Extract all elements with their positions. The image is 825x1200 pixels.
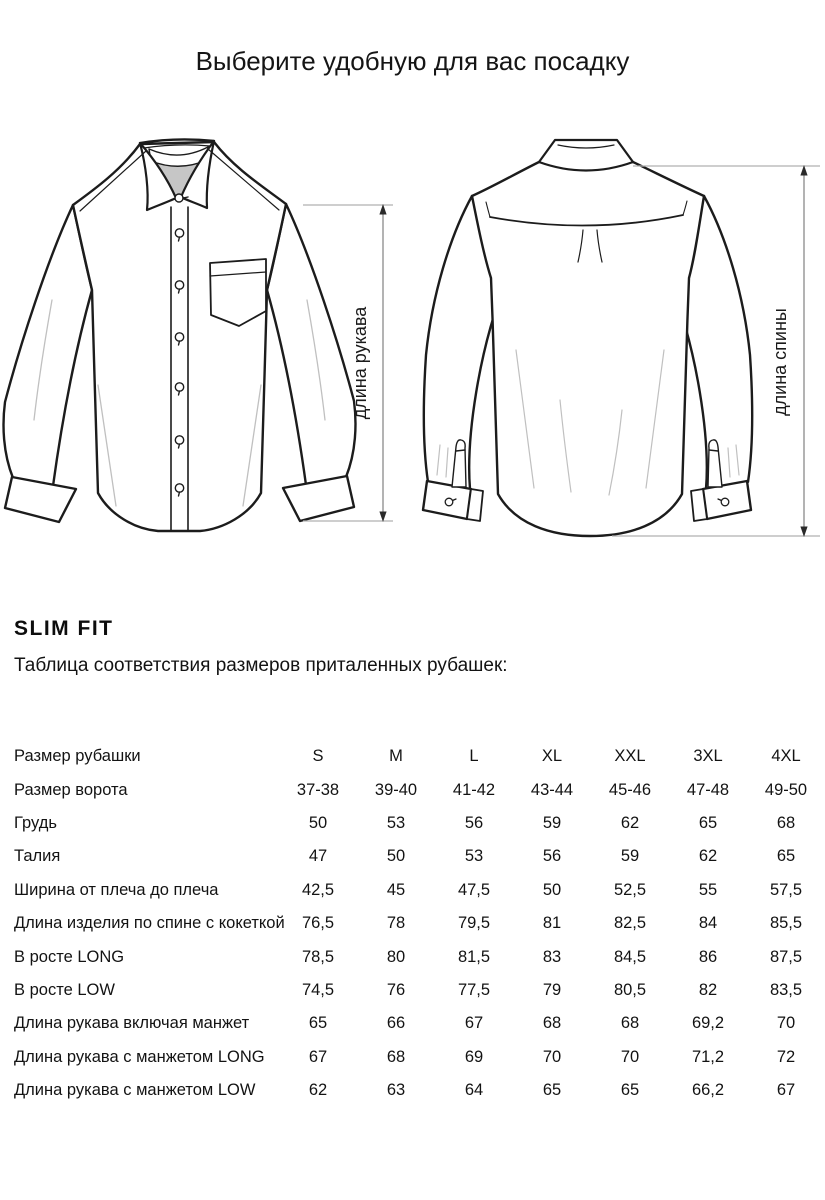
table-value: 59: [620, 847, 640, 866]
fit-section-heading: SLIM FIT: [14, 617, 114, 640]
table-row: [0, 1041, 825, 1074]
table-value: 57,5: [769, 880, 803, 899]
table-value: 53: [386, 813, 406, 832]
table-value: 65: [620, 1081, 640, 1100]
table-value: S: [312, 747, 324, 766]
table-value: 65: [698, 813, 718, 832]
table-value: 42,5: [301, 880, 335, 899]
table-value: 69,2: [691, 1014, 725, 1033]
table-value: 67: [776, 1081, 796, 1100]
front-right-cuff: [283, 476, 354, 521]
front-left-cuff: [5, 477, 76, 522]
table-value: 87,5: [769, 947, 803, 966]
row-label: Грудь: [14, 813, 57, 832]
table-row: [0, 907, 825, 940]
table-value: XXL: [614, 747, 646, 766]
table-value: 39-40: [374, 780, 418, 799]
row-label: Размер рубашки: [14, 747, 141, 766]
row-label: Длина изделия по спине с кокеткой: [14, 914, 285, 933]
table-value: 79,5: [457, 914, 491, 933]
page-title: Выберите удобную для вас посадку: [195, 46, 630, 76]
table-value: 84: [698, 914, 718, 933]
table-value: 68: [542, 1014, 562, 1033]
row-label: В росте LOW: [14, 980, 115, 999]
table-value: 76,5: [301, 914, 335, 933]
table-value: 78: [386, 914, 406, 933]
table-value: L: [469, 747, 479, 766]
row-label: Ширина от плеча до плеча: [14, 880, 219, 899]
table-value: 3XL: [693, 747, 723, 766]
table-value: XL: [541, 747, 563, 766]
table-value: 69: [464, 1047, 484, 1066]
table-value: 55: [698, 880, 718, 899]
front-left-sleeve: [4, 205, 92, 486]
table-value: 56: [542, 847, 562, 866]
table-value: 83: [542, 947, 562, 966]
front-shirt-drawing: [4, 139, 356, 531]
table-value: 62: [308, 1081, 328, 1100]
back-length-label: длина спины: [770, 308, 790, 416]
table-value: 67: [464, 1014, 484, 1033]
table-value: 62: [620, 813, 640, 832]
table-value: 80,5: [613, 980, 647, 999]
row-label: Длина рукава с манжетом LOW: [14, 1081, 256, 1100]
table-value: 82,5: [613, 914, 647, 933]
table-value: 68: [776, 813, 796, 832]
table-value: 71,2: [691, 1047, 725, 1066]
row-label: Длина рукава с манжетом LONG: [14, 1047, 265, 1066]
table-value: 80: [386, 947, 406, 966]
row-label: Размер ворота: [14, 780, 128, 799]
table-value: 50: [542, 880, 562, 899]
table-row: [0, 1007, 825, 1040]
table-value: 65: [308, 1014, 328, 1033]
table-row: [0, 1074, 825, 1107]
table-value: 66: [386, 1014, 406, 1033]
table-value: 47-48: [686, 780, 730, 799]
table-value: 65: [542, 1081, 562, 1100]
table-value: 70: [620, 1047, 640, 1066]
back-shirt-drawing: [423, 140, 752, 536]
table-value: 4XL: [771, 747, 801, 766]
back-collar: [539, 140, 633, 171]
table-value: 81: [542, 914, 562, 933]
table-value: 82: [698, 980, 718, 999]
table-value: 77,5: [457, 980, 491, 999]
table-value: 79: [542, 980, 562, 999]
table-value: 86: [698, 947, 718, 966]
table-row: [0, 874, 825, 907]
table-value: 68: [386, 1047, 406, 1066]
table-value: 76: [386, 980, 406, 999]
table-value: 59: [542, 813, 562, 832]
table-value: 66,2: [691, 1081, 725, 1100]
table-value: 81,5: [457, 947, 491, 966]
table-value: 63: [386, 1081, 406, 1100]
table-value: 72: [776, 1047, 796, 1066]
row-label: Талия: [14, 847, 61, 866]
size-table: [0, 740, 825, 1107]
table-value: 64: [464, 1081, 484, 1100]
table-value: 47,5: [457, 880, 491, 899]
table-value: 70: [542, 1047, 562, 1066]
table-value: 53: [464, 847, 484, 866]
table-value: 67: [308, 1047, 328, 1066]
table-value: 56: [464, 813, 484, 832]
front-pocket: [210, 259, 266, 326]
sleeve-length-label: длина рукава: [350, 306, 370, 420]
table-row: [0, 940, 825, 973]
table-value: 50: [386, 847, 406, 866]
table-value: 37-38: [296, 780, 340, 799]
table-caption: Таблица соответствия размеров приталенных рубашек:: [14, 655, 508, 676]
table-value: 65: [776, 847, 796, 866]
table-value: 70: [776, 1014, 796, 1033]
table-value: 74,5: [301, 980, 335, 999]
table-value: 84,5: [613, 947, 647, 966]
row-label: Длина рукава включая манжет: [14, 1014, 250, 1033]
table-row: [0, 974, 825, 1007]
table-value: 85,5: [769, 914, 803, 933]
table-row: [0, 840, 825, 873]
row-label: В росте LONG: [14, 947, 125, 966]
table-value: 50: [308, 813, 328, 832]
front-right-sleeve: [267, 204, 355, 485]
table-row: [0, 807, 825, 840]
table-value: 47: [308, 847, 328, 866]
shirt-diagram: [0, 110, 825, 580]
table-value: 78,5: [301, 947, 335, 966]
table-value: 62: [698, 847, 718, 866]
table-value: M: [389, 747, 403, 766]
table-value: 83,5: [769, 980, 803, 999]
size-table-header-row: [0, 740, 825, 773]
table-value: 43-44: [530, 780, 574, 799]
table-value: 45-46: [608, 780, 652, 799]
table-value: 41-42: [452, 780, 496, 799]
table-value: 49-50: [764, 780, 808, 799]
table-value: 52,5: [613, 880, 647, 899]
table-value: 68: [620, 1014, 640, 1033]
table-value: 45: [386, 880, 406, 899]
table-row: [0, 773, 825, 806]
shirt-diagram-svg: [0, 110, 825, 580]
